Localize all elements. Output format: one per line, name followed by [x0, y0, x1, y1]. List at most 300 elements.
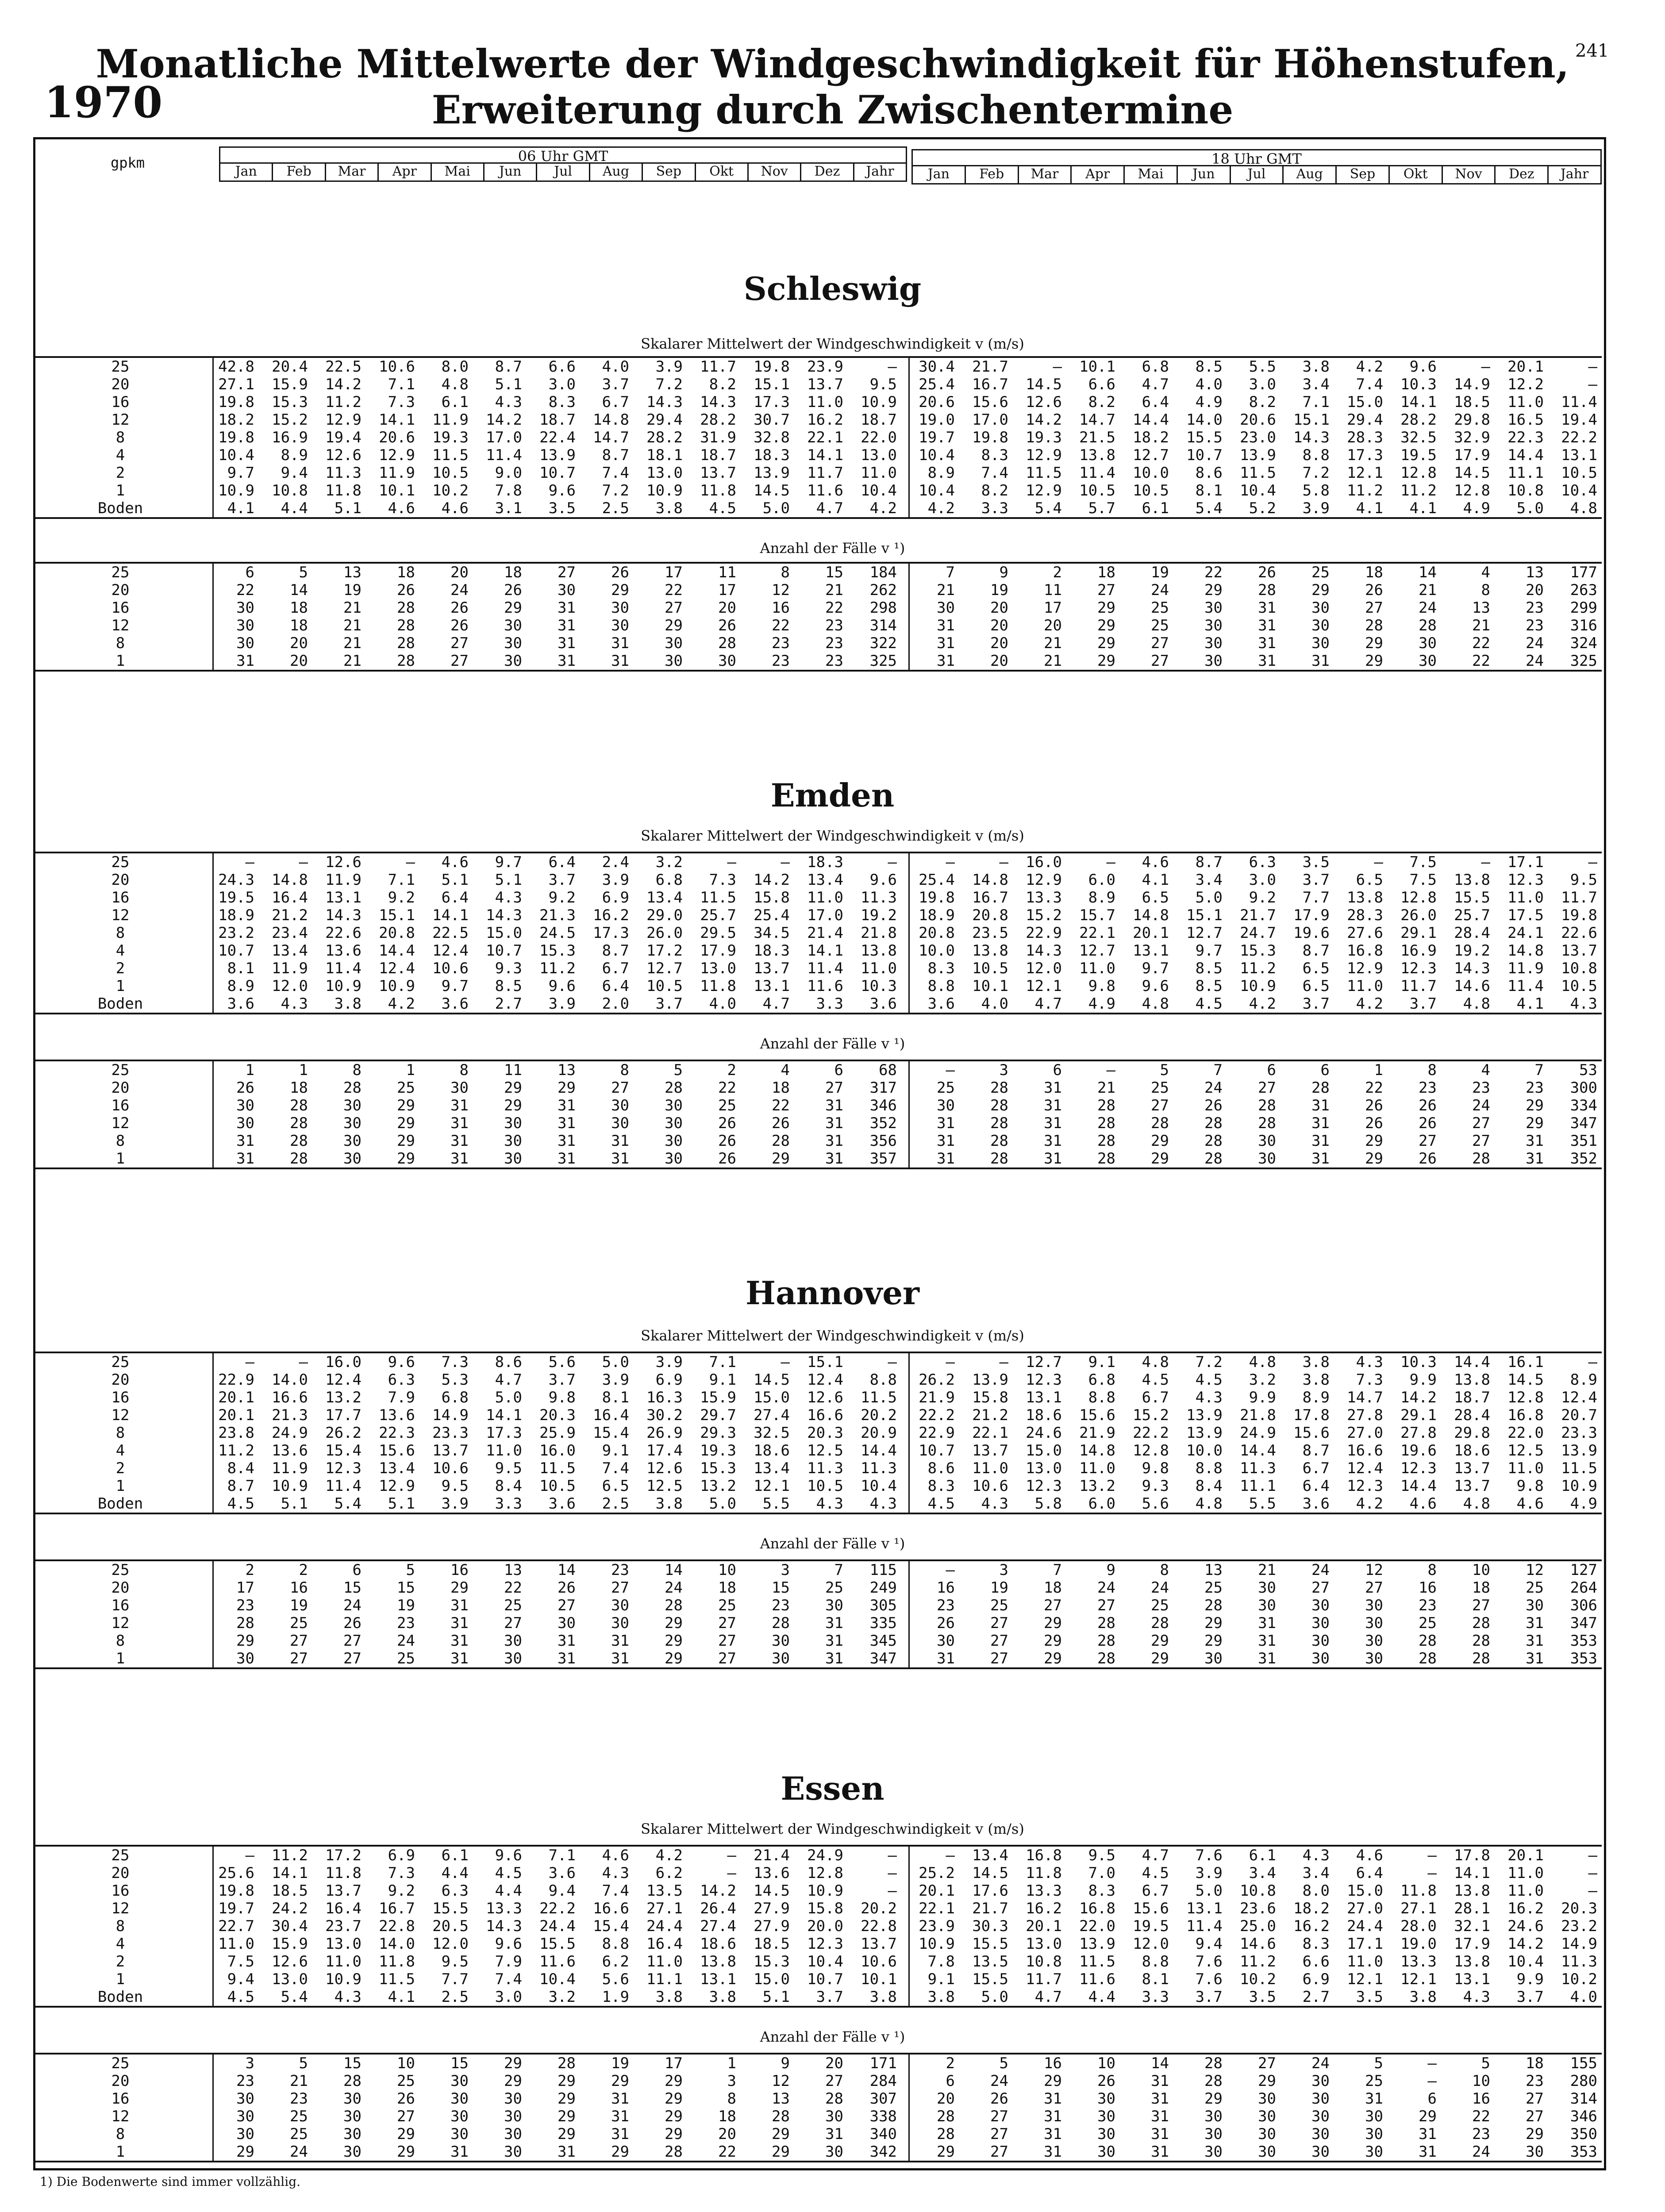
table-cell: 4.5	[1142, 1864, 1169, 1882]
table-cell: 19.2	[1454, 942, 1490, 960]
table-cell: 10.5	[432, 464, 469, 482]
table-cell: 15.6	[379, 1442, 415, 1459]
table-cell: 10.7	[539, 464, 576, 482]
table-cell: 6.8	[1142, 358, 1169, 376]
level-label: 25	[111, 564, 130, 581]
table-cell: 11.5	[379, 1970, 415, 1988]
table-cell: 30	[1365, 1597, 1383, 1614]
table-cell: 8	[1427, 1561, 1437, 1579]
table-cell: 31	[937, 1114, 955, 1132]
table-cell: 5.0	[495, 1389, 522, 1406]
table-cell: 24.5	[539, 924, 576, 942]
table-cell: 6.4	[1356, 1864, 1383, 1882]
table-cell: 21	[1044, 634, 1062, 652]
table-cell: 22.0	[861, 429, 897, 446]
table-cell: 11.2	[1240, 1953, 1276, 1970]
table-cell: 10.4	[919, 446, 955, 464]
table-row	[35, 446, 1602, 464]
table-cell: 4.5	[1195, 995, 1223, 1013]
table-row	[35, 1970, 1602, 1988]
table-cell: 27.0	[1347, 1900, 1383, 1917]
table-cell: 27	[990, 2143, 1008, 2161]
table-cell: 6.7	[1302, 1459, 1330, 1477]
table-cell: 30	[1365, 2108, 1383, 2125]
month-header: Jul	[536, 164, 588, 180]
table-cell: 22.9	[919, 1424, 955, 1442]
table-cell: 28	[1472, 1150, 1490, 1167]
table-cell: —	[1427, 2072, 1437, 2090]
column-divider	[212, 1847, 214, 2006]
table-cell: 30	[343, 1150, 361, 1167]
table-cell: 27	[450, 634, 469, 652]
month-header: Nov	[747, 164, 800, 180]
table-cell: 30	[504, 2090, 522, 2108]
table-cell: 4.7	[816, 499, 843, 517]
table-cell: 4.6	[602, 1847, 629, 1864]
table-cell: 6.1	[441, 393, 469, 411]
table-cell: 16.8	[1507, 1406, 1544, 1424]
table-cell: 3.4	[1249, 1864, 1276, 1882]
table-cell: 27	[1097, 1597, 1115, 1614]
table-cell: 3.7	[548, 1371, 576, 1389]
table-cell: 29	[611, 581, 629, 599]
table-cell: 27.8	[1400, 1424, 1437, 1442]
table-cell: 8.7	[227, 1477, 254, 1495]
table-cell: 30	[611, 1614, 629, 1632]
table-cell: —	[1588, 1882, 1597, 1900]
table-cell: 8.9	[1570, 1371, 1597, 1389]
table-cell: 13.6	[325, 942, 361, 960]
table-cell: 28	[1204, 2072, 1223, 2090]
table-cell: 3.8	[1302, 1353, 1330, 1371]
table-cell: 8.1	[1195, 482, 1223, 499]
table-cell: 10.3	[1400, 376, 1437, 393]
table-cell: 3.3	[1142, 1988, 1169, 2006]
page-number: 241	[1575, 41, 1609, 61]
table-cell: 10.5	[1561, 977, 1597, 995]
table-cell: 31	[1044, 1114, 1062, 1132]
table-cell: 9.7	[227, 464, 254, 482]
table-cell: 7.8	[495, 482, 522, 499]
level-label: 8	[115, 1917, 125, 1935]
table-cell: 15.0	[1347, 393, 1383, 411]
table-cell: 12.7	[1026, 1353, 1062, 1371]
table-cell: 31	[1044, 2108, 1062, 2125]
table-cell: 14.0	[272, 1371, 308, 1389]
level-label: 25	[111, 1561, 130, 1579]
table-cell: 14	[558, 1561, 576, 1579]
table-cell: 29	[665, 2090, 683, 2108]
table-cell: 10.5	[1079, 482, 1115, 499]
table-cell: 19.5	[1400, 446, 1437, 464]
table-cell: 16.4	[325, 1900, 361, 1917]
table-cell: 6.1	[1249, 1847, 1276, 1864]
table-cell: 26	[1365, 581, 1383, 599]
table-cell: 353	[1570, 1632, 1597, 1650]
table-cell: 17.0	[486, 429, 522, 446]
table-cell: 23	[290, 2090, 308, 2108]
table-cell: 5.1	[495, 871, 522, 889]
table-cell: 30	[450, 2125, 469, 2143]
table-cell: 27	[1365, 599, 1383, 617]
table-cell: 22.0	[1507, 1424, 1544, 1442]
table-cell: 19.5	[1133, 1917, 1169, 1935]
table-row	[35, 393, 1602, 411]
table-cell: 23	[236, 2072, 254, 2090]
table-cell: 15	[450, 2055, 469, 2072]
table-cell: 22	[772, 1097, 790, 1114]
table-cell: 8	[459, 1061, 469, 1079]
table-cell: 16.7	[972, 889, 1008, 906]
table-cell: 4.5	[495, 1864, 522, 1882]
table-cell: 14.9	[1454, 376, 1490, 393]
table-cell: 4	[1481, 1061, 1490, 1079]
table-cell: 7	[1534, 1061, 1544, 1079]
table-cell: 4.3	[1356, 1353, 1383, 1371]
level-label: Boden	[97, 1988, 143, 2006]
table-cell: 17.8	[1454, 1847, 1490, 1864]
table-cell: 14.3	[1454, 960, 1490, 977]
table-cell: 4.3	[816, 1495, 843, 1513]
table-cell: 28	[1204, 1597, 1223, 1614]
table-cell: 18.6	[1026, 1406, 1062, 1424]
table-cell: 17.8	[1293, 1406, 1330, 1424]
table-row	[35, 358, 1602, 376]
table-cell: 6.7	[1142, 1389, 1169, 1406]
table-cell: 11.6	[1079, 1970, 1115, 1988]
table-cell: 7	[834, 1561, 843, 1579]
table-cell: 3.8	[1302, 1371, 1330, 1389]
table-cell: 3.4	[1302, 376, 1330, 393]
table-cell: 12.6	[325, 446, 361, 464]
table-cell: 21	[1044, 652, 1062, 670]
table-cell: 10.2	[432, 482, 469, 499]
table-row	[35, 2055, 1602, 2072]
table-cell: 29	[1151, 1632, 1169, 1650]
table-cell: 27.1	[1400, 1900, 1437, 1917]
table-cell: 14.5	[754, 482, 790, 499]
table-cell: 24	[397, 1632, 415, 1650]
table-cell: 28	[558, 2055, 576, 2072]
table-cell: 5.8	[1034, 1495, 1062, 1513]
table-cell: 5.6	[548, 1353, 576, 1371]
table-cell: 17.2	[646, 942, 683, 960]
table-cell: 12	[1365, 1561, 1383, 1579]
table-cell: 9.2	[548, 889, 576, 906]
table-cell: 12.7	[1133, 446, 1169, 464]
table-cell: 12.0	[1133, 1935, 1169, 1953]
table-cell: 13.1	[1026, 1389, 1062, 1406]
table-cell: 13.7	[1561, 942, 1597, 960]
table-cell: 29	[1365, 1132, 1383, 1150]
table-cell: 15.9	[700, 1389, 736, 1406]
table-cell: 18.5	[1454, 393, 1490, 411]
table-cell: 11.0	[1507, 889, 1544, 906]
table-cell: 26.0	[646, 924, 683, 942]
table-cell: —	[888, 853, 897, 871]
table-cell: 34.5	[754, 924, 790, 942]
table-cell: 9.8	[1142, 1459, 1169, 1477]
table-cell: 30	[1311, 2090, 1330, 2108]
table-cell: 10.0	[1133, 464, 1169, 482]
table-cell: 19.8	[972, 429, 1008, 446]
table-cell: 20	[937, 2090, 955, 2108]
table-cell: 13.8	[1454, 1371, 1490, 1389]
table-cell: 16.2	[593, 906, 629, 924]
table-cell: 8.8	[602, 1935, 629, 1953]
table-cell: 18	[1472, 1579, 1490, 1597]
table-cell: 10.4	[1240, 482, 1276, 499]
table-row	[35, 1917, 1602, 1935]
table-cell: 24.9	[1240, 1424, 1276, 1442]
column-divider	[908, 1561, 910, 1667]
table-cell: 9.6	[1142, 977, 1169, 995]
table-cell: 8	[781, 564, 790, 581]
table-cell: 25	[1419, 1614, 1437, 1632]
table-cell: 8.2	[709, 376, 736, 393]
table-cell: 31	[1044, 1150, 1062, 1167]
month-header: Mar	[1018, 166, 1071, 183]
table-cell: 4.1	[1516, 995, 1544, 1013]
table-cell: 15.4	[593, 1424, 629, 1442]
month-header: Jun	[483, 164, 536, 180]
table-row	[35, 1847, 1602, 1864]
table-cell: 11.4	[325, 1477, 361, 1495]
level-label: 8	[115, 924, 125, 942]
table-cell: 30	[343, 1097, 361, 1114]
table-cell: 16.2	[1026, 1900, 1062, 1917]
table-cell: 4.5	[927, 1495, 955, 1513]
table-cell: 12.9	[379, 1477, 415, 1495]
table-cell: 30	[1526, 1597, 1544, 1614]
table-cell: 6.0	[1088, 871, 1115, 889]
table-cell: —	[245, 1847, 254, 1864]
table-cell: 10.6	[972, 1477, 1008, 1495]
table-cell: 13.0	[325, 1935, 361, 1953]
table-cell: 11.5	[1561, 1459, 1597, 1477]
table-cell: 6.2	[602, 1953, 629, 1970]
table-cell: 30	[825, 2108, 843, 2125]
table-cell: 31	[825, 1650, 843, 1667]
table-cell: 8	[1160, 1561, 1169, 1579]
table-cell: 28	[1419, 1632, 1437, 1650]
table-cell: 12.5	[646, 1477, 683, 1495]
table-cell: 8	[1427, 1061, 1437, 1079]
table-cell: 28.4	[1454, 1406, 1490, 1424]
table-cell: 15.3	[1240, 942, 1276, 960]
table-cell: 29.7	[700, 1406, 736, 1424]
table-cell: 15.1	[807, 1353, 843, 1371]
table-cell: 8.0	[441, 358, 469, 376]
table-cell: 20	[290, 652, 308, 670]
table-cell: 14.8	[272, 871, 308, 889]
level-label: 12	[111, 1114, 130, 1132]
table-cell: 3.4	[1195, 871, 1223, 889]
table-cell: 29.0	[646, 906, 683, 924]
table-cell: 11.5	[861, 1389, 897, 1406]
table-cell: 27.4	[754, 1406, 790, 1424]
table-cell: 9.6	[1409, 358, 1437, 376]
table-cell: 11.4	[1507, 977, 1544, 995]
table-cell: 4.8	[1249, 1353, 1276, 1371]
table-cell: 13.9	[754, 464, 790, 482]
mean-table	[35, 852, 1602, 1014]
table-cell: 4.5	[1142, 1371, 1169, 1389]
table-cell: 18.5	[272, 1882, 308, 1900]
table-cell: 4.3	[1302, 1847, 1330, 1864]
table-cell: 3.2	[1249, 1371, 1276, 1389]
table-cell: 30	[1311, 2108, 1330, 2125]
table-cell: 9.2	[388, 1882, 415, 1900]
table-cell: 15.9	[272, 376, 308, 393]
table-cell: 20	[1044, 617, 1062, 634]
table-cell: 14.1	[272, 1864, 308, 1882]
table-cell: 7.0	[1088, 1864, 1115, 1882]
table-cell: 14.5	[754, 1882, 790, 1900]
table-cell: 20.3	[807, 1424, 843, 1442]
table-cell: 13.1	[754, 977, 790, 995]
table-cell: 8.0	[1302, 1882, 1330, 1900]
table-cell: 31	[236, 652, 254, 670]
count-caption: Anzahl der Fälle v ¹)	[760, 1535, 905, 1552]
month-header: Okt	[695, 164, 747, 180]
table-cell: 9.4	[548, 1882, 576, 1900]
table-cell: 31	[937, 617, 955, 634]
table-cell: 10	[1097, 2055, 1115, 2072]
table-cell: 6.1	[1142, 499, 1169, 517]
table-cell: 11.0	[807, 889, 843, 906]
table-cell: 4.6	[1356, 1847, 1383, 1864]
table-cell: 11.6	[807, 977, 843, 995]
table-cell: —	[888, 358, 897, 376]
table-cell: 7.4	[602, 1882, 629, 1900]
table-cell: 25	[397, 1079, 415, 1097]
table-cell: 6.1	[441, 1847, 469, 1864]
table-cell: 30	[504, 2108, 522, 2125]
table-cell: 28.1	[1454, 1900, 1490, 1917]
table-cell: 25.4	[919, 376, 955, 393]
table-cell: 11	[718, 564, 736, 581]
table-cell: 18.3	[754, 942, 790, 960]
table-cell: 8.2	[1088, 393, 1115, 411]
level-label: 4	[115, 1442, 125, 1459]
table-cell: —	[1106, 1061, 1115, 1079]
table-cell: 4.6	[388, 499, 415, 517]
table-row	[35, 1477, 1602, 1495]
table-cell: 10.0	[919, 942, 955, 960]
table-cell: 31	[1311, 1097, 1330, 1114]
table-cell: 29	[1526, 1097, 1544, 1114]
table-cell: 8.4	[1195, 1477, 1223, 1495]
table-cell: 7.3	[388, 1864, 415, 1882]
table-cell: 11.4	[1079, 464, 1115, 482]
table-cell: 24.6	[1507, 1917, 1544, 1935]
table-cell: 30	[1365, 1650, 1383, 1667]
table-cell: 30	[718, 652, 736, 670]
table-cell: 14.3	[486, 1917, 522, 1935]
table-cell: 13.0	[1026, 1935, 1062, 1953]
table-cell: 7.4	[495, 1970, 522, 1988]
table-cell: 20.5	[432, 1917, 469, 1935]
table-cell: 21	[825, 581, 843, 599]
table-cell: 8.7	[495, 358, 522, 376]
table-cell: 23.6	[1240, 1900, 1276, 1917]
table-row	[35, 617, 1602, 634]
table-cell: 3.7	[1516, 1988, 1544, 2006]
table-cell: 19.3	[700, 1442, 736, 1459]
table-cell: 13.4	[379, 1459, 415, 1477]
table-cell: 7.2	[602, 482, 629, 499]
table-cell: 26.2	[919, 1371, 955, 1389]
table-cell: 19.7	[218, 1900, 254, 1917]
table-cell: 27	[1526, 2108, 1544, 2125]
table-cell: 10.5	[646, 977, 683, 995]
table-cell: 9	[1106, 1561, 1115, 1579]
table-cell: 31	[825, 1150, 843, 1167]
table-cell: 155	[1570, 2055, 1597, 2072]
table-cell: 346	[1570, 2108, 1597, 2125]
table-cell: 29.4	[646, 411, 683, 429]
table-cell: 31	[1311, 652, 1330, 670]
table-cell: 3.3	[495, 1495, 522, 1513]
table-cell: 18.9	[919, 906, 955, 924]
table-cell: 12.3	[807, 1935, 843, 1953]
table-cell: 12.1	[1347, 464, 1383, 482]
table-cell: 21.4	[807, 924, 843, 942]
table-cell: 30	[1258, 1132, 1276, 1150]
table-cell: 13	[1204, 1561, 1223, 1579]
table-cell: 26	[1097, 2072, 1115, 2090]
table-cell: 5.4	[334, 1495, 361, 1513]
table-cell: —	[1481, 853, 1490, 871]
table-cell: 30	[236, 1114, 254, 1132]
table-cell: 25.9	[539, 1424, 576, 1442]
table-cell: 25	[718, 1097, 736, 1114]
level-label: 25	[111, 2055, 130, 2072]
table-cell: 26	[1258, 564, 1276, 581]
table-cell: 15.7	[1079, 906, 1115, 924]
table-cell: 11.0	[861, 960, 897, 977]
table-cell: 5.0	[602, 1353, 629, 1371]
table-cell: 24	[1526, 652, 1544, 670]
table-row	[35, 634, 1602, 652]
table-cell: 6	[1320, 1061, 1330, 1079]
table-row	[35, 2072, 1602, 2090]
table-cell: 8.8	[869, 1371, 897, 1389]
table-cell: 6.5	[1302, 960, 1330, 977]
table-cell: 29	[1097, 617, 1115, 634]
table-row	[35, 1632, 1602, 1650]
table-cell: 10.9	[807, 1882, 843, 1900]
table-cell: 262	[869, 581, 897, 599]
table-row	[35, 1561, 1602, 1579]
table-row	[35, 1079, 1602, 1097]
table-cell: 16.1	[1507, 1353, 1544, 1371]
table-cell: —	[1427, 1847, 1437, 1864]
table-cell: 15.1	[379, 906, 415, 924]
table-cell: 8.9	[1302, 1389, 1330, 1406]
table-cell: 14.3	[325, 906, 361, 924]
table-cell: 11.3	[325, 464, 361, 482]
table-cell: 18	[397, 564, 415, 581]
table-cell: 4	[1481, 564, 1490, 581]
table-cell: 14.7	[1347, 1389, 1383, 1406]
table-cell: 30	[1258, 2125, 1276, 2143]
table-cell: 30	[504, 2125, 522, 2143]
table-row	[35, 1882, 1602, 1900]
table-cell: 4.7	[1142, 376, 1169, 393]
table-cell: 12.9	[1026, 871, 1062, 889]
